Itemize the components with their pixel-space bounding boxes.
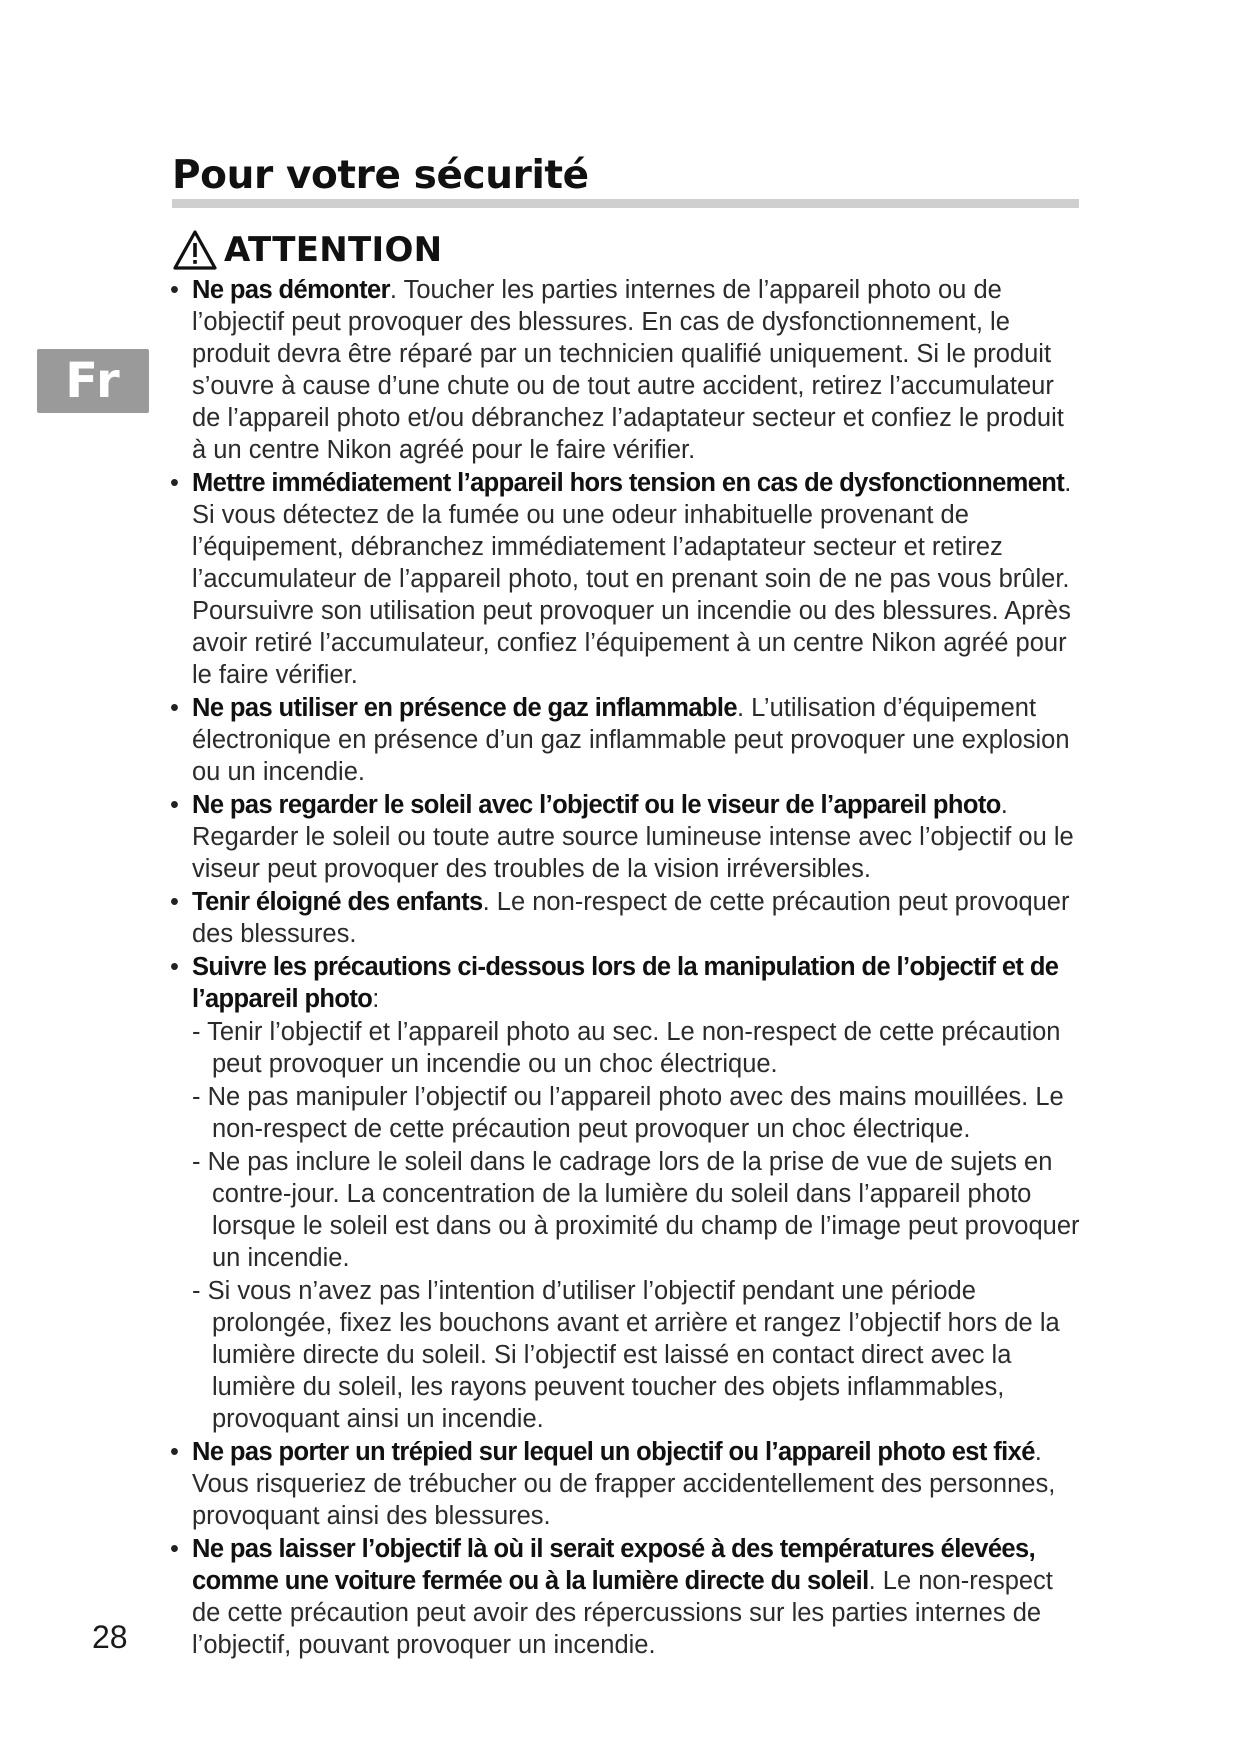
list-item: • Suivre les précautions ci-dessous lors de la manipulation de l’objectif et de l’appareil photo: <box>168 951 1080 1015</box>
warning-heading <box>172 228 442 272</box>
safety-list <box>168 274 1080 1662</box>
list-item: • Mettre immédiatement l’appareil hors tension en cas de dysfonctionnement. Si vous détectez de la fumée ou une odeur inhabituelle provenant de l’équipement, débranchez immédiatement l’adaptateur secteur et retirez l’accumulateur de l’appareil photo, tout en prenant soin de ne pas vous brûler. Poursuivre son utilisation peut provoquer un incendie ou des blessures. Après avoir retiré l’accumulateur, confiez l’équipement à un centre Nikon agréé pour le faire vérifier. <box>168 467 1080 691</box>
list-item: • Ne pas regarder le soleil avec l’objectif ou le viseur de l’appareil photo. Regarder le soleil ou toute autre source lumineuse intense avec l’objectif ou le viseur peut provoquer des troubles de la vision irréversibles. <box>168 789 1080 885</box>
list-item: • Tenir éloigné des enfants. Le non-respect de cette précaution peut provoquer des blessures. <box>168 886 1080 950</box>
title-underline <box>172 199 1079 208</box>
warning-triangle-icon <box>172 229 218 271</box>
sub-list-item: - Tenir l’objectif et l’appareil photo au sec. Le non-respect de cette précaution peut provoquer un incendie ou un choc électrique. <box>192 1018 1061 1078</box>
list-item: • Ne pas laisser l’objectif là où il serait exposé à des températures élevées, comme une voiture fermée ou à la lumière directe du soleil. Le non-respect de cette précaution peut avoir des répercussions sur les parties internes de l’objectif, pouvant provoquer un incendie. <box>168 1533 1080 1661</box>
sub-list-item: - Ne pas manipuler l’objectif ou l’appareil photo avec des mains mouillées. Le non-respect de cette précaution peut provoquer un choc électrique. <box>192 1083 1064 1143</box>
warning-heading-text: ATTENTION <box>224 230 443 270</box>
page-title: Pour votre sécurité <box>172 153 589 198</box>
page-number: 28 <box>92 1619 128 1655</box>
list-item: • Ne pas démonter. Toucher les parties internes de l’appareil photo ou de l’objectif peut provoquer des blessures. En cas de dysfonctionnement, le produit devra être réparé par un technicien qualifié uniquement. Si le produit s’ouvre à cause d’une chute ou de tout autre accident, retirez l’accumulateur de l’appareil photo et/ou débranchez l’adaptateur secteur et confiez le produit à un centre Nikon agréé pour le faire vérifier. <box>168 274 1080 466</box>
list-item: • Ne pas porter un trépied sur lequel un objectif ou l’appareil photo est fixé. Vous risqueriez de trébucher ou de frapper accidentellement des personnes, provoquant ainsi des blessures. <box>168 1436 1080 1532</box>
language-tab: Fr <box>37 349 149 413</box>
sub-list-item: - Ne pas inclure le soleil dans le cadrage lors de la prise de vue de sujets en contre-jour. La concentration de la lumière du soleil dans l’appareil photo lorsque le soleil est dans ou à proximité du champ de l’image peut provoquer un incendie. <box>192 1148 1080 1272</box>
sub-list-item: - Si vous n’avez pas l’intention d’utiliser l’objectif pendant une période prolongée, fixez les bouchons avant et arrière et rangez l’objectif hors de la lumière directe du soleil. Si l’objectif est laissé en contact direct avec la lumière du soleil, les rayons peuvent toucher des objets inflammables, provoquant ainsi un incendie. <box>192 1277 1060 1433</box>
list-item: • Ne pas utiliser en présence de gaz inflammable. L’utilisation d’équipement électronique en présence d’un gaz inflammable peut provoquer une explosion ou un incendie. <box>168 692 1080 788</box>
